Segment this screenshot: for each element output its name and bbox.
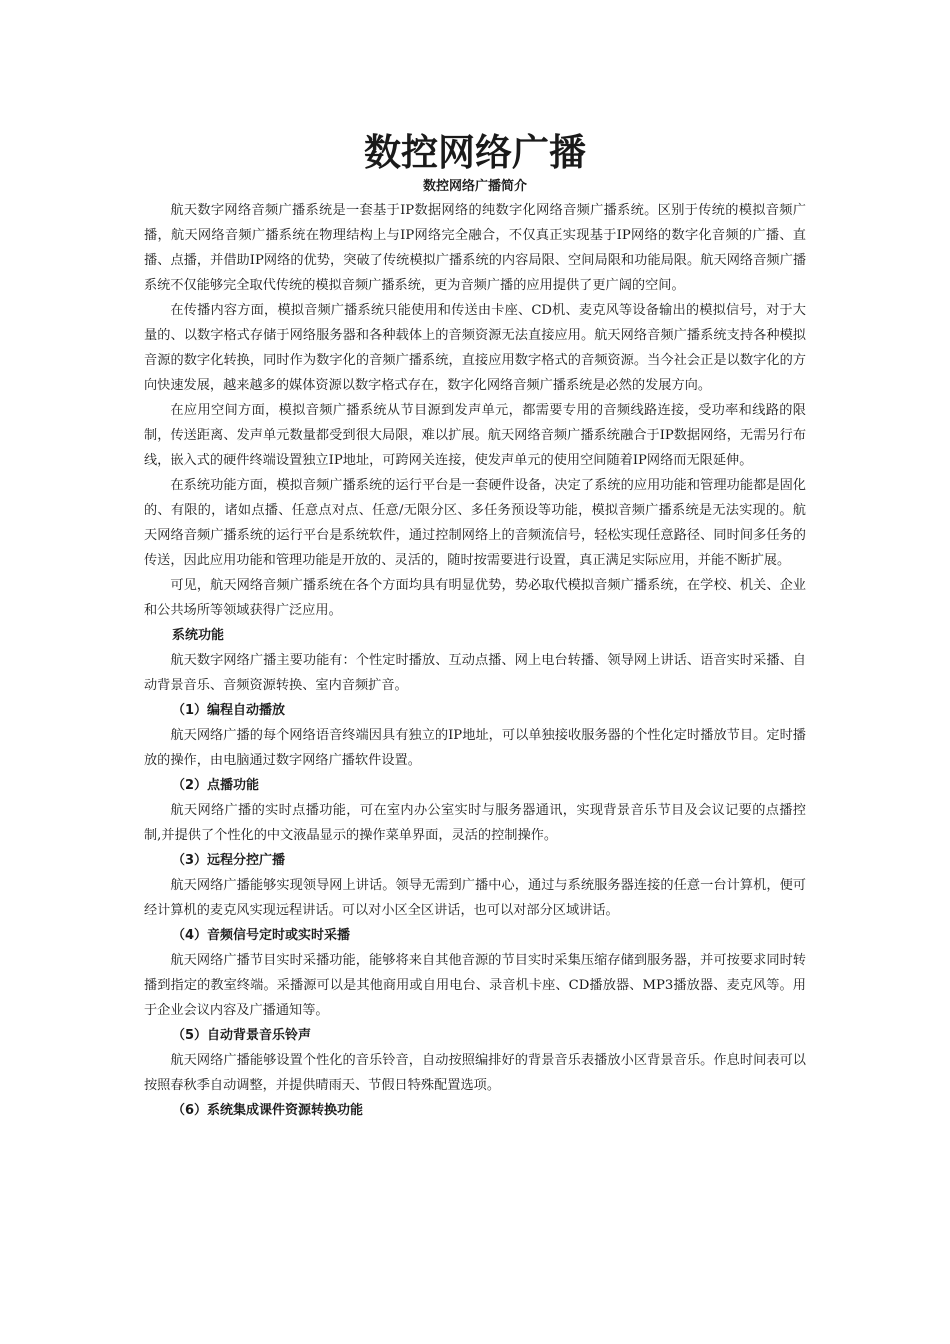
intro-paragraph: 航天数字网络音频广播系统是一套基于IP数据网络的纯数字化网络音频广播系统。区别于传统的模拟音频广播，航天网络音频广播系统在物理结构上与IP网络完全融合，不仅真正实现基于IP网络的数字化音频的广播、直播、点播，并借助IP网络的优势，突破了传统模拟广播系统的内容局限、空间局限和功能局限。航天网络音频广播系统不仅能够完全取代传统的模拟音频广播系统，更为音频广播的应用提供了更广阔的空间。 bbox=[144, 203, 806, 293]
intro-paragraph: 在传播内容方面，模拟音频广播系统只能使用和传送由卡座、CD机、麦克风等设备输出的模拟信号，对于大量的、以数字格式存储于网络服务器和各种载体上的音频资源无法直接应用。航天网络音频广播系统支持各种模拟音源的数字化转换，同时作为数字化的音频广播系统，直接应用数字格式的音频资源。当今社会正是以数字化的方向快速发展，越来越多的媒体资源以数字格式存在，数字化网络音频广播系统是必然的发展方向。 bbox=[144, 303, 806, 393]
document-title: 数控网络广播 bbox=[364, 131, 586, 174]
section-heading: （4）音频信号定时或实时采播 bbox=[172, 928, 351, 943]
intro-paragraph: 在系统功能方面，模拟音频广播系统的运行平台是一套硬件设备，决定了系统的应用功能和管理功能都是固化的、有限的，诸如点播、任意点对点、任意/无限分区、多任务预设等功能，模拟音频广播系统是无法实现的。航天网络音频广播系统的运行平台是系统软件，通过控制网络上的音频流信号，轻松实现任意路径、同时间多任务的传送，因此应用功能和管理功能是开放的、灵活的，随时按需要进行设置，真正满足实际应用，并能不断扩展。 bbox=[144, 478, 806, 568]
functions-intro: 航天数字网络广播主要功能有：个性定时播放、互动点播、网上电台转播、领导网上讲话、语音实时采播、自动背景音乐、音频资源转换、室内音频扩音。 bbox=[144, 653, 806, 693]
section-text: 航天网络广播能够设置个性化的音乐铃音，自动按照编排好的背景音乐表播放小区背景音乐。作息时间表可以按照春秋季自动调整，并提供晴雨天、节假日特殊配置选项。 bbox=[144, 1053, 806, 1093]
section-heading: （2）点播功能 bbox=[172, 778, 260, 793]
intro-paragraph: 在应用空间方面，模拟音频广播系统从节目源到发声单元，都需要专用的音频线路连接，受功率和线路的限制，传送距离、发声单元数量都受到很大局限，难以扩展。航天网络音频广播系统融合于IP数据网络，无需另行布线，嵌入式的硬件终端设置独立IP地址，可跨网关连接，使发声单元的使用空间随着IP网络而无限延伸。 bbox=[144, 403, 806, 468]
section-text: 航天网络广播节目实时采播功能，能够将来自其他音源的节目实时采集压缩存储到服务器，并可按要求同时转播到指定的教室终端。采播源可以是其他商用或自用电台、录音机卡座、CD播放器、MP3播放器、麦克风等。用于企业会议内容及广播通知等。 bbox=[144, 953, 806, 1018]
document-page bbox=[144, 128, 806, 1123]
intro-paragraph: 可见，航天网络音频广播系统在各个方面均具有明显优势，势必取代模拟音频广播系统，在学校、机关、企业和公共场所等领域获得广泛应用。 bbox=[144, 578, 806, 618]
section-heading: （3）远程分控广播 bbox=[172, 853, 286, 868]
section-heading: （5）自动背景音乐铃声 bbox=[172, 1028, 312, 1043]
section-heading: （1）编程自动播放 bbox=[172, 703, 286, 718]
section-text: 航天网络广播的实时点播功能，可在室内办公室实时与服务器通讯，实现背景音乐节目及会议记要的点播控制,并提供了个性化的中文液晶显示的操作菜单界面，灵活的控制操作。 bbox=[144, 803, 806, 843]
section-text: 航天网络广播的每个网络语音终端因具有独立的IP地址，可以单独接收服务器的个性化定时播放节目。定时播放的操作，由电脑通过数字网络广播软件设置。 bbox=[144, 728, 806, 768]
section-heading: （6）系统集成课件资源转换功能 bbox=[172, 1103, 364, 1118]
functions-heading: 系统功能 bbox=[172, 628, 225, 643]
document-subtitle: 数控网络广播简介 bbox=[422, 179, 527, 194]
section-text: 航天网络广播能够实现领导网上讲话。领导无需到广播中心，通过与系统服务器连接的任意一台计算机，便可经计算机的麦克风实现远程讲话。可以对小区全区讲话，也可以对部分区域讲话。 bbox=[144, 878, 806, 918]
